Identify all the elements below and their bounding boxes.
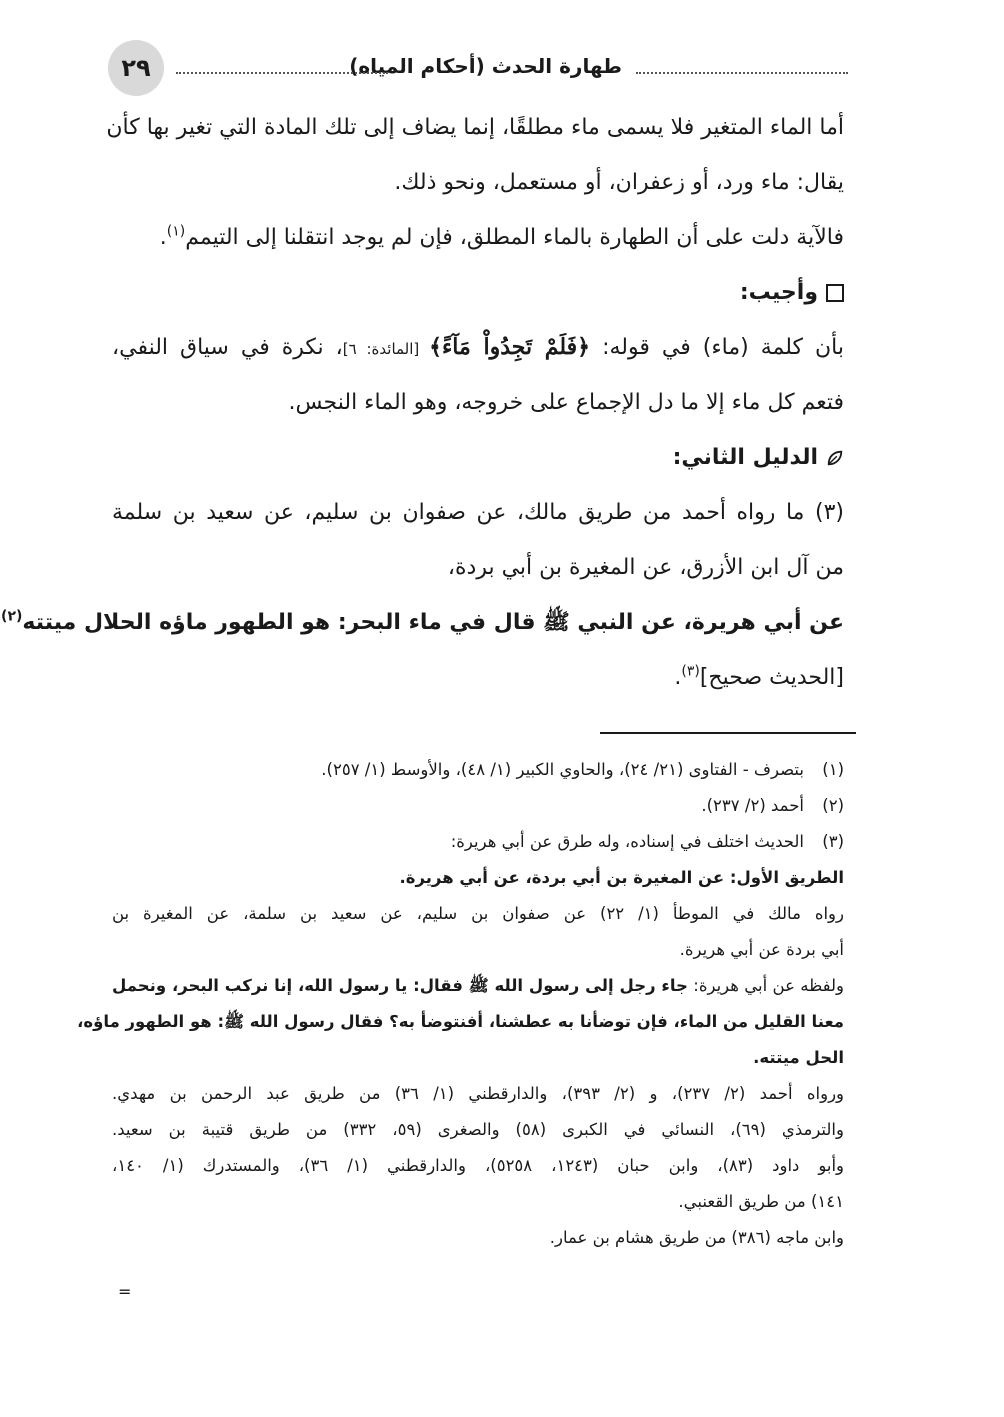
narration-abudawud-line-1: وأبو داود (٨٣)، وابن حبان (١٢٤٣، ٥٢٥٨)، والدارقطني (١/ ٣٦)، والمستدرك (١/ ١٤٠، xyxy=(112,1156,845,1175)
evidence-heading-text: الدليل الثاني: xyxy=(672,445,818,470)
paragraph-4-line-1: (٣) ما رواه أحمد من طريق مالك، عن صفوان بن سليم، عن سعيد بن سلمة xyxy=(112,500,844,525)
paragraph-1-line-1: أما الماء المتغير فلا يسمى ماء مطلقًا، إنما يضاف إلى تلك المادة التي تغير بها كأن xyxy=(106,115,844,140)
square-bullet-icon xyxy=(826,284,844,302)
footnote-3 xyxy=(112,824,844,860)
narration-1-line-2: أبي بردة عن أبي هريرة. xyxy=(679,940,844,959)
evidence-heading xyxy=(112,430,844,485)
footnote-separator xyxy=(600,732,856,734)
footnote-text: أحمد (٢/ ٢٣٧). xyxy=(701,796,804,815)
grade-text: [الحديث صحيح] xyxy=(699,665,844,690)
narration-tirmidhi: والترمذي (٦٩)، النسائي في الكبرى (٥٨) والصغرى (٥٩، ٣٣٢) من طريق قتيبة بن سعيد. xyxy=(112,1120,844,1139)
grade-end: . xyxy=(674,665,682,690)
hadith-grade xyxy=(112,650,844,705)
footnote-ref-2[interactable]: (٢) xyxy=(1,608,23,625)
continuation-mark: = xyxy=(118,1282,132,1301)
paragraph-3-tail: ، نكرة في سياق النفي، xyxy=(112,335,343,360)
wording-line-1 xyxy=(112,968,844,1004)
leaf-ornament-icon xyxy=(826,449,844,467)
wording-quote: جاء رجل إلى رسول الله ﷺ فقال: يا رسول الله، إنا نركب البحر، ونحمل xyxy=(112,976,688,995)
footnote-number: (٢) xyxy=(822,796,844,815)
page-header xyxy=(108,40,848,100)
footnote-ref-3[interactable]: (٣) xyxy=(681,663,700,680)
footnote-1 xyxy=(112,752,844,788)
footnote-text: الحديث اختلف في إسناده، وله طرق عن أبي هريرة: xyxy=(450,832,804,851)
way-1-heading: الطريق الأول: عن المغيرة بن أبي بردة، عن أبي هريرة. xyxy=(399,868,844,887)
running-title: طهارة الحدث (أحكام المياه) xyxy=(349,54,622,78)
footnote-number: (١) xyxy=(822,760,844,779)
page-number: ٢٩ xyxy=(108,40,164,96)
footnotes xyxy=(77,752,845,1256)
footnote-text: بتصرف - الفتاوى (٢١/ ٢٤)، والحاوي الكبير (١/ ٤٨)، والأوسط (١/ ٢٥٧). xyxy=(321,760,804,779)
main-text xyxy=(1,100,844,705)
paragraph-3-line-2: فتعم كل ماء إلا ما دل الإجماع على خروجه، وهو الماء النجس. xyxy=(288,390,844,415)
answer-heading-text: وأجيب: xyxy=(739,280,818,305)
paragraph-3-line-1 xyxy=(112,320,844,375)
header-dots-left xyxy=(176,72,388,74)
narration-ahmad: ورواه أحمد (٢/ ٢٣٧)، و (٢/ ٣٩٣)، والدارقطني (١/ ٣٦) من طريق عبد الرحمن بن مهدي. xyxy=(112,1084,845,1103)
paragraph-2-text: فالآية دلت على أن الطهارة بالماء المطلق، فإن لم يوجد انتقلنا إلى التيمم xyxy=(185,225,844,250)
paragraph-2-end: . xyxy=(159,225,167,250)
narration-abudawud-line-2: ١٤١) من طريق القعنبي. xyxy=(678,1192,844,1211)
paragraph-1-line-2: يقال: ماء ورد، أو زعفران، أو مستعمل، ونحو ذلك. xyxy=(394,170,844,195)
paragraph-4-line-2: من آل ابن الأزرق، عن المغيرة بن أبي بردة، xyxy=(447,555,844,580)
wording-line-2: معنا القليل من الماء، فإن توضأنا به عطشنا، أفنتوضأ به؟ فقال رسول الله ﷺ: هو الطهور ماؤه، xyxy=(77,1012,844,1031)
footnote-ref-1[interactable]: (١) xyxy=(166,223,186,240)
quran-verse: ﴿فَلَمْ تَجِدُواْ مَآءً﴾ xyxy=(429,334,591,360)
footnote-number: (٣) xyxy=(822,832,844,851)
wording-lead: ولفظه عن أبي هريرة: xyxy=(687,976,844,995)
footnote-2 xyxy=(112,788,844,824)
paragraph-3-lead: بأن كلمة (ماء) في قوله: xyxy=(590,335,844,360)
hadith-text xyxy=(1,595,844,650)
wording-line-3: الحل ميتته. xyxy=(753,1048,844,1067)
header-dots-right xyxy=(636,72,848,74)
narration-ibnmajah: وابن ماجه (٣٨٦) من طريق هشام بن عمار. xyxy=(549,1228,844,1247)
hadith-body: عن أبي هريرة، عن النبي ﷺ قال في ماء البحر: هو الطهور ماؤه الحلال ميتته xyxy=(22,610,844,635)
answer-heading xyxy=(112,265,844,320)
narration-1-line-1: رواه مالك في الموطأ (١/ ٢٢) عن صفوان بن سليم، عن سعيد بن سلمة، عن المغيرة بن xyxy=(112,904,844,923)
paragraph-2 xyxy=(112,210,844,265)
verse-source: [المائدة: ٦] xyxy=(342,340,430,358)
